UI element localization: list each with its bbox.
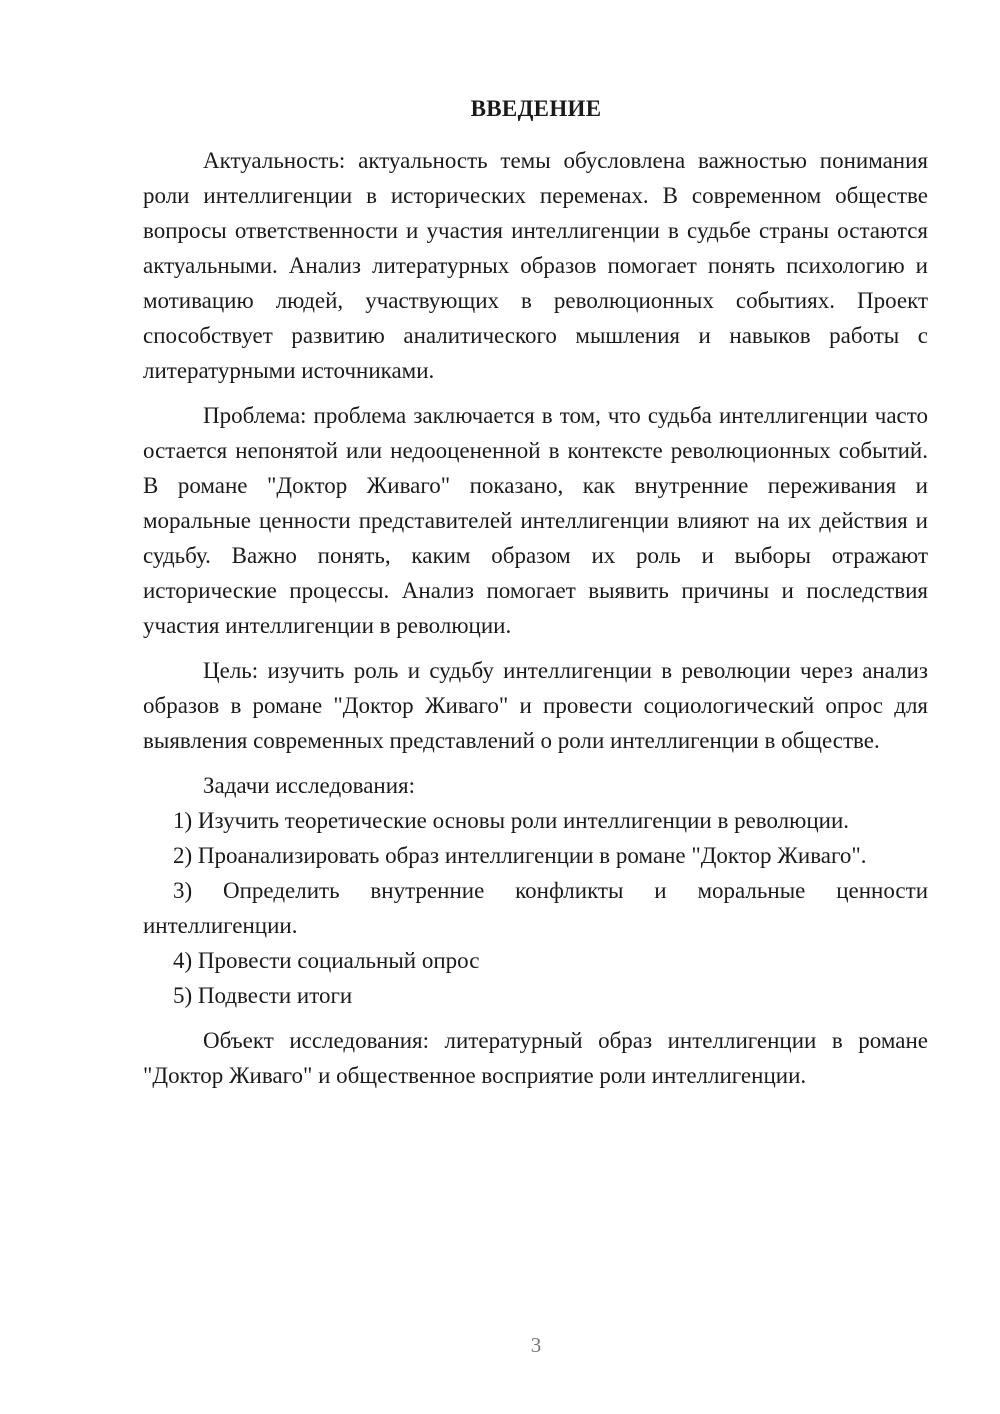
tasks-heading: Задачи исследования: bbox=[203, 773, 416, 798]
task-item: 1) Изучить теоретические основы роли интеллигенции в революции. bbox=[173, 808, 850, 833]
task-item: 2) Проанализировать образ интеллигенции в романе "Доктор Живаго". bbox=[173, 843, 867, 868]
problem-paragraph: Проблема: проблема заключается в том, что судьба интеллигенции часто остается непонятой или недооцененной в контексте революционных событий. В романе "Доктор Живаго" показано, как внутренние переживания и моральные ценности представителей интеллигенции влияют на их действия и судьбу. Важно понять, каким образом их роль и выборы отражают исторические процессы. Анализ помогает выявить причины и последствия участия интеллигенции в революции. bbox=[143, 403, 928, 638]
section-heading: ВВЕДЕНИЕ bbox=[470, 96, 602, 121]
page-number: 3 bbox=[530, 1333, 542, 1357]
task-item: 5) Подвести итоги bbox=[173, 983, 353, 1008]
task-item: 3) Определить внутренние конфликты и моральные ценности интеллигенции. bbox=[143, 878, 928, 938]
document-body bbox=[143, 143, 928, 1093]
relevance-paragraph: Актуальность: актуальность темы обусловлена важностью понимания роли интеллигенции в исторических переменах. В современном обществе вопросы ответственности и участия интеллигенции в судьбе страны остаются актуальными. Анализ литературных образов помогает понять психологию и мотивацию людей, участвующих в революционных событиях. Проект способствует развитию аналитического мышления и навыков работы с литературными источниками. bbox=[143, 148, 928, 383]
object-paragraph: Объект исследования: литературный образ интеллигенции в романе "Доктор Живаго" и общественное восприятие роли интеллигенции. bbox=[143, 1028, 928, 1088]
task-item: 4) Провести социальный опрос bbox=[173, 948, 480, 973]
tasks-list bbox=[143, 803, 928, 1013]
goal-paragraph: Цель: изучить роль и судьбу интеллигенции в революции через анализ образов в романе "Доктор Живаго" и провести социологический опрос для выявления современных представлений о роли интеллигенции в обществе. bbox=[143, 658, 928, 753]
